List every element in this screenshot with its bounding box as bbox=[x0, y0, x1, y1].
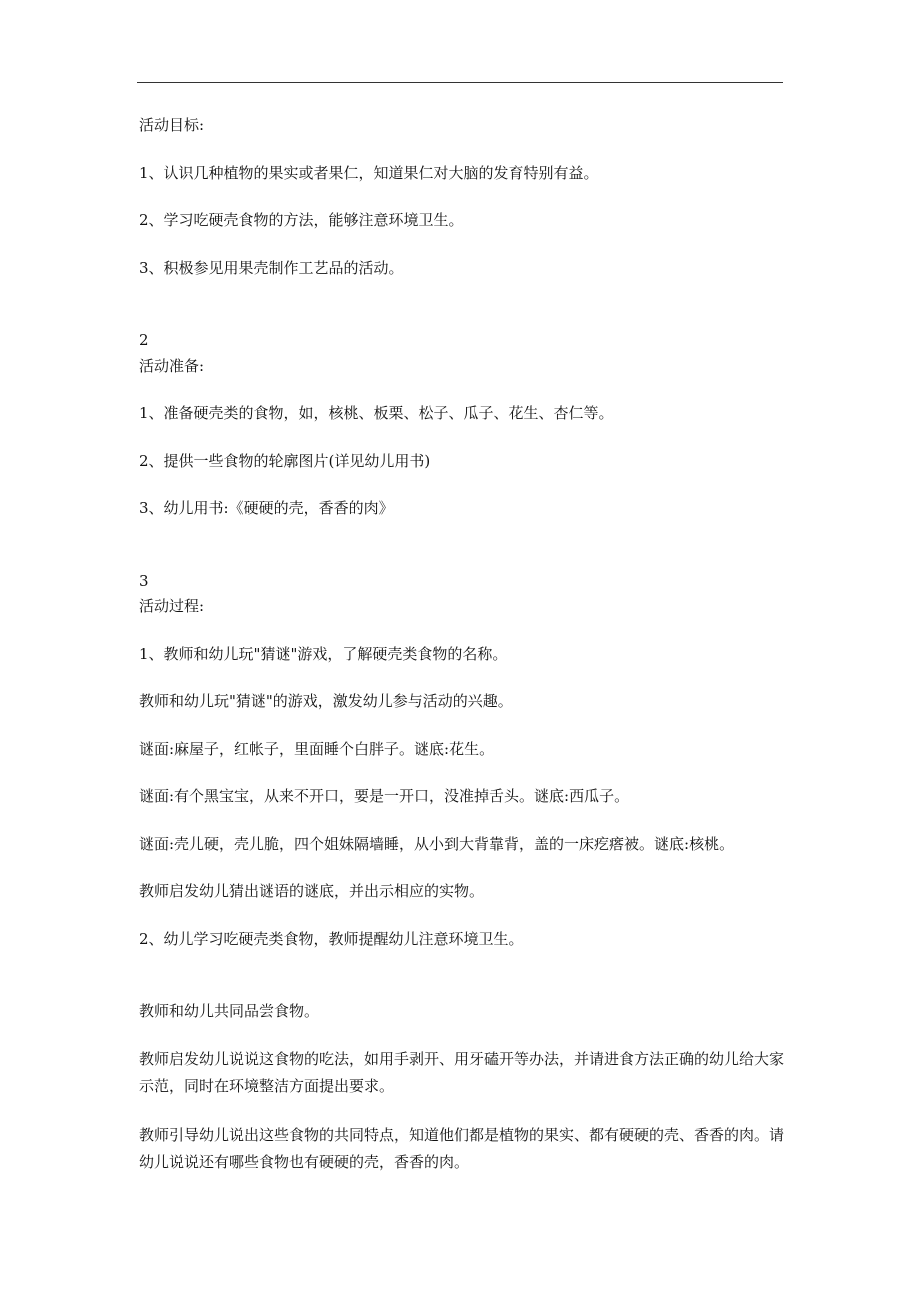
process-item: 教师启发幼儿猜出谜语的谜底，并出示相应的实物。 bbox=[139, 882, 485, 900]
riddle-item: 谜面:麻屋子，红帐子，里面睡个白胖子。谜底:花生。 bbox=[139, 740, 495, 758]
process-item: 教师和幼儿玩"猜谜"的游戏，激发幼儿参与活动的兴趣。 bbox=[139, 692, 513, 710]
process-paragraph: 教师启发幼儿说说这食物的吃法，如用手剥开、用牙磕开等办法，并请进食方法正确的幼儿给大家示范，同时在环境整洁方面提出要求。 bbox=[139, 1050, 785, 1095]
section-number: 3 bbox=[139, 572, 149, 590]
process-item: 教师和幼儿共同品尝食物。 bbox=[139, 1002, 320, 1020]
process-item: 1、教师和幼儿玩"猜谜"游戏，了解硬壳类食物的名称。 bbox=[139, 645, 508, 663]
riddle-item: 谜面:壳儿硬，壳儿脆，四个姐妹隔墙睡，从小到大背靠背，盖的一床疙瘩被。谜底:核桃。 bbox=[139, 835, 735, 853]
process-item: 2、幼儿学习吃硬壳类食物，教师提醒幼儿注意环境卫生。 bbox=[139, 930, 524, 948]
header-rule bbox=[137, 82, 783, 83]
preparation-item: 2、提供一些食物的轮廓图片(详见幼儿用书) bbox=[139, 452, 431, 470]
preparation-item: 3、幼儿用书:《硬硬的壳，香香的肉》 bbox=[139, 499, 394, 517]
objective-item: 1、认识几种植物的果实或者果仁，知道果仁对大脑的发育特别有益。 bbox=[139, 164, 599, 182]
section-number: 2 bbox=[139, 331, 149, 349]
riddle-item: 谜面:有个黑宝宝，从来不开口，要是一开口，没准掉舌头。谜底:西瓜子。 bbox=[139, 787, 630, 805]
preparation-item: 1、准备硬壳类的食物，如，核桃、板栗、松子、瓜子、花生、杏仁等。 bbox=[139, 404, 614, 422]
process-paragraph: 教师引导幼儿说出这些食物的共同特点，知道他们都是植物的果实、都有硬硬的壳、香香的肉。请幼儿说说还有哪些食物也有硬硬的壳，香香的肉。 bbox=[139, 1126, 785, 1171]
preparation-heading: 活动准备: bbox=[139, 357, 205, 375]
objective-item: 3、积极参见用果壳制作工艺品的活动。 bbox=[139, 259, 404, 277]
process-heading: 活动过程: bbox=[139, 597, 205, 615]
objectives-heading: 活动目标: bbox=[139, 116, 205, 134]
objective-item: 2、学习吃硬壳食物的方法，能够注意环境卫生。 bbox=[139, 211, 464, 229]
